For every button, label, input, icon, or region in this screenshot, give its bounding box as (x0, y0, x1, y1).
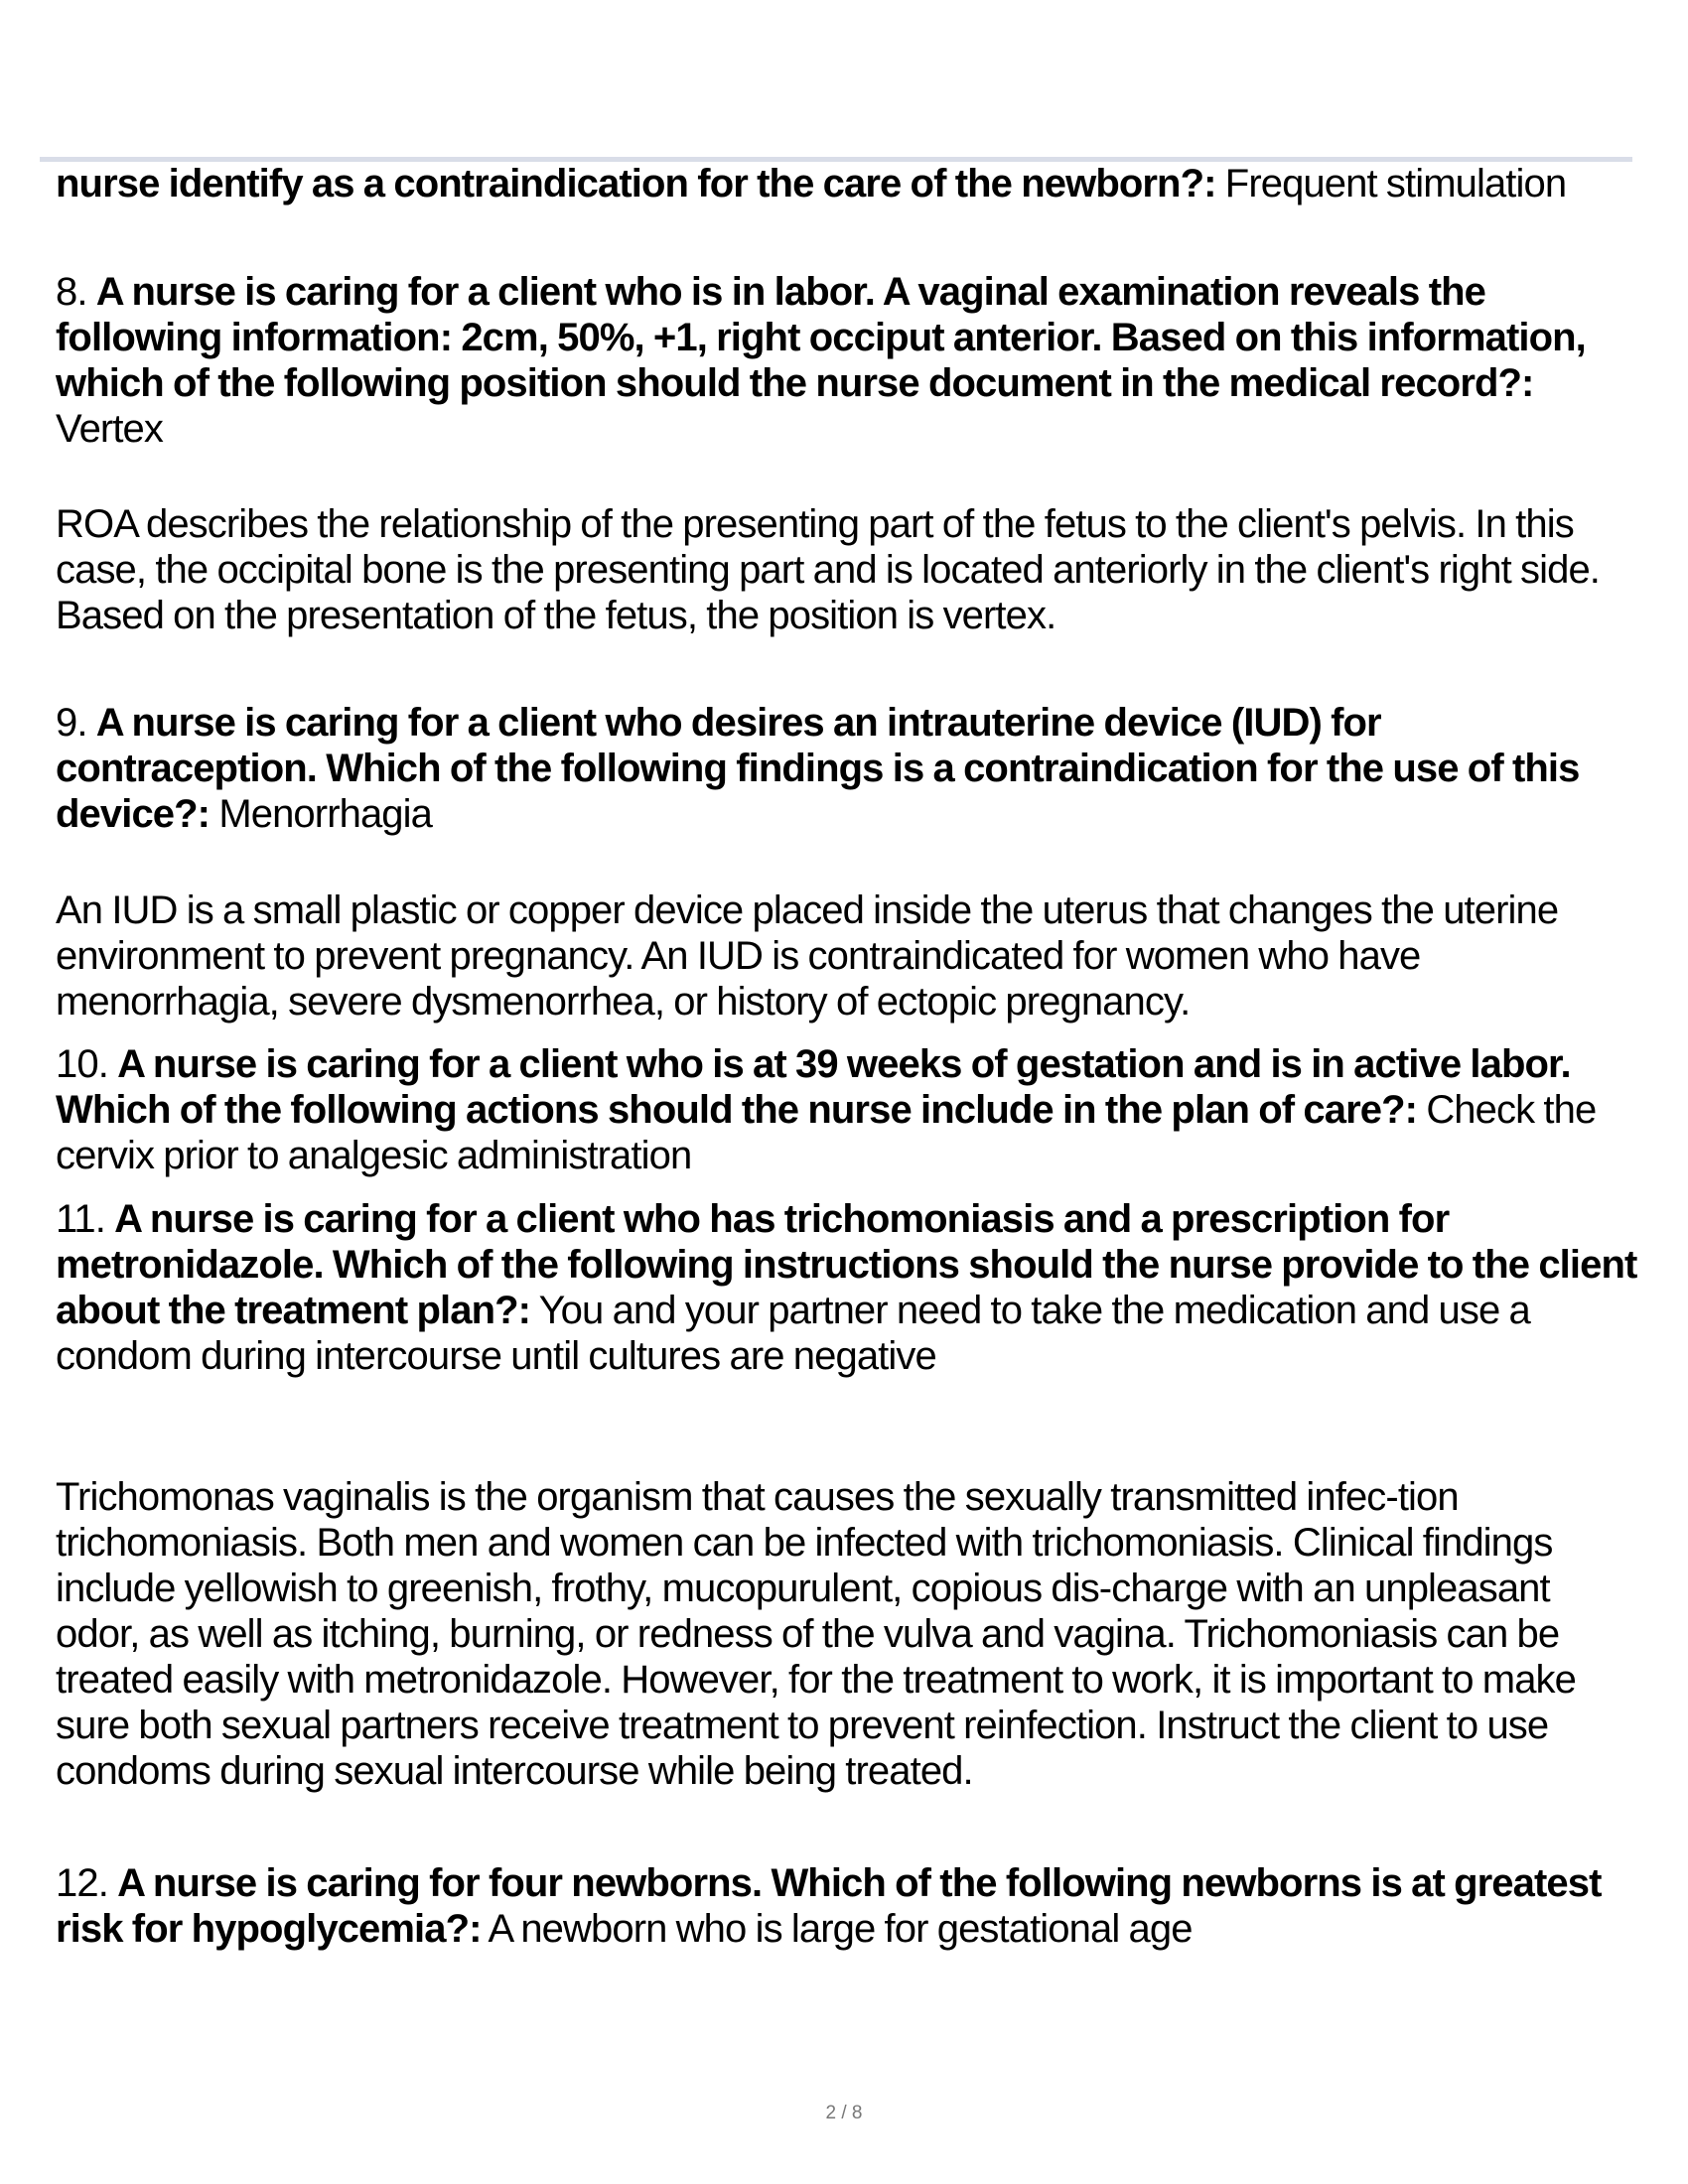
qa-item-7-continued (56, 161, 1638, 206)
explanation-9: An IUD is a small plastic or copper device placed inside the uterus that changes the uterine environment to prevent pregnancy. An IUD is contraindicated for women who have menorrhagia, severe dysmenorrhea, or history of ectopic pregnancy. (56, 888, 1559, 1024)
question: A nurse is caring for a client who is in labor. A vaginal examination reveals the following information: 2cm, 50%, +1, right occiput anterior. Based on this information, which of the following position should the nurse document in the medical record?: (56, 270, 1586, 405)
question: A nurse is caring for a client who has trichomoniasis and a prescription for metronidazole. Which of the following instructions should the nurse provide to the client about the treatment plan?: (56, 1197, 1637, 1332)
question: A nurse is caring for a client who desires an intrauterine device (IUD) for contraception. Which of the following findings is a contraindication for the use of this device?: (56, 701, 1580, 836)
page-number: 2 / 8 (825, 2103, 863, 2123)
answer: Menorrhagia (218, 792, 432, 836)
item-number: 8. (56, 270, 87, 314)
explanation-11: Trichomonas vaginalis is the organism that causes the sexually transmitted infec-tion trichomoniasis. Both men and women can be infected with trichomoniasis. Clinical findings include yellowish to greenish, frothy, mucopurulent, copious dis-charge with an unpleasant odor, as well as itching, burning, or redness of the vulva and vagina. Trichomoniasis can be treated easily with metronidazole. However, for the treatment to work, it is important to make sure both sexual partners receive treatment to prevent reinfection. Instruct the client to use condoms during sexual intercourse while being treated. (56, 1475, 1576, 1793)
item-number: 9. (56, 701, 87, 745)
item-number: 11. (56, 1197, 105, 1241)
answer: Frequent stimulation (1224, 162, 1567, 205)
question: A nurse is caring for four newborns. Which of the following newborns is at greatest risk for hypoglycemia?: (56, 1861, 1602, 1951)
qa-item-11 (56, 1196, 1638, 1379)
item-number: 12. (56, 1861, 108, 1905)
answer: A newborn who is large for gestational age (488, 1907, 1193, 1951)
answer: Vertex (56, 407, 163, 451)
answer: Check the cervix prior to analgesic administration (56, 1088, 1597, 1177)
qa-item-10 (56, 1041, 1638, 1178)
qa-item-8 (56, 269, 1638, 452)
question: nurse identify as a contraindication for the care of the newborn?: (56, 162, 1216, 205)
answer: You and your partner need to take the medication and use a condom during intercourse until cultures are negative (56, 1289, 1530, 1378)
explanation-8: ROA describes the relationship of the presenting part of the fetus to the client's pelvis. In this case, the occipital bone is the presenting part and is located anteriorly in the client's right side. Based on the presentation of the fetus, the position is vertex. (56, 502, 1601, 637)
item-number: 10. (56, 1042, 108, 1086)
qa-item-12 (56, 1860, 1638, 1952)
qa-item-9 (56, 700, 1638, 837)
question: A nurse is caring for a client who is at 39 weeks of gestation and is in active labor. Which of the following actions should the nurse include in the plan of care?: (56, 1042, 1571, 1132)
